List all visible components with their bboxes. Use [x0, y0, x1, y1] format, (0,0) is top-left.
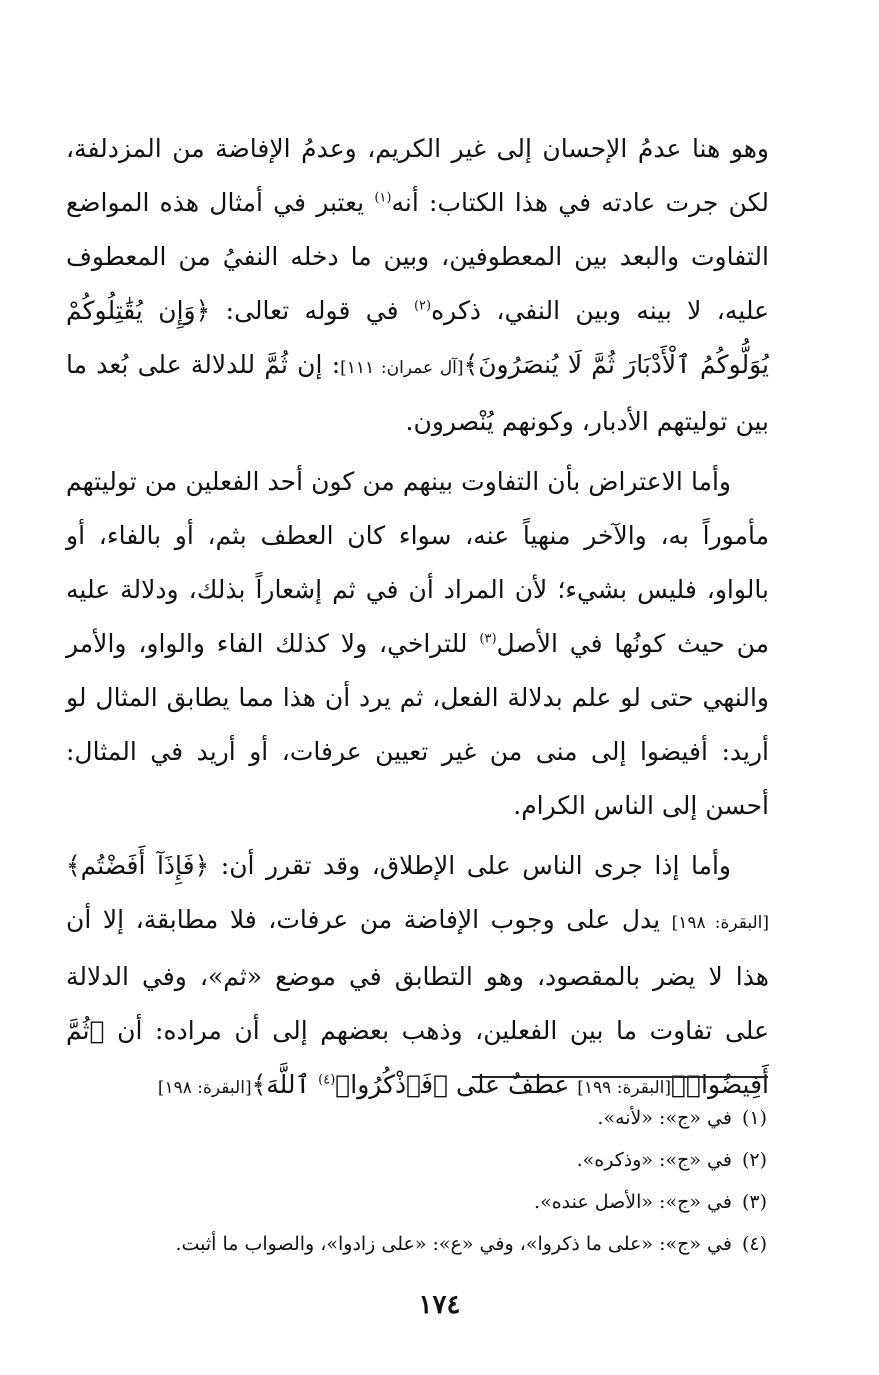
quran-verse: ﴿ثُمَّ أَفِيضُوا۟﴾	[66, 1016, 769, 1099]
text-run: : إن ثُمَّ للدلالة على بُعد ما بين توليتهم الأدبار، وكونهم يُنْصرون.	[66, 350, 769, 436]
text-run: وهو هنا عدمُ الإحسان إلى غير الكريم، وعدمُ الإفاضة من المزدلفة، لكن جرت عادته في هذا الكتاب: أنه	[66, 134, 769, 217]
footnote-4	[67, 1223, 767, 1265]
text-run: للتراخي، ولا كذلك الفاء والواو، والأمر والنهي حتى لو علم بدلالة الفعل، ثم يرد أن هذا مما يطابق المثال لو أريد: أفيضوا إلى منى من غير تعيين عرفات، أو أريد في المثال: أحسن إلى الناس الكرام.	[66, 629, 769, 820]
footnote-2	[67, 1139, 767, 1181]
text-run: يدل على وجوب الإفاضة من عرفات، فلا مطابقة، إلا أن هذا لا يضر بالمقصود، وهو التطابق في موضع «ثم»، وفي الدلالة على تفاوت ما بين الفعلين، وذهب بعضهم إلى أن مراده: أن	[66, 905, 769, 1045]
footnote-text: في «ج»: «الأصل عنده».	[534, 1191, 732, 1213]
footnote-number: (٣)	[741, 1191, 767, 1213]
footnote-marker-2: (٢)	[413, 298, 432, 314]
footnote-text: في «ج»: «على ما ذكروا»، وفي «ع»: «على زادوا»، والصواب ما أثبت.	[175, 1233, 732, 1255]
footnotes	[67, 1097, 767, 1265]
footnote-number: (٤)	[741, 1233, 767, 1255]
footnote-number: (٢)	[741, 1149, 767, 1171]
footnote-1	[67, 1097, 767, 1139]
footnote-3	[67, 1181, 767, 1223]
verse-reference: [البقرة: ١٩٩]	[577, 1078, 671, 1098]
footnote-marker-4: (٤)	[318, 1072, 336, 1088]
quran-verse: ﴿وَإِن يُقَٰتِلُوكُمْ يُوَلُّوكُمُ ٱلْأَدْبَارَ ثُمَّ لَا يُنصَرُونَ﴾	[66, 296, 769, 379]
paragraph-3	[66, 839, 769, 1115]
paragraph-2	[66, 455, 769, 833]
verse-reference: [البقرة: ١٩٨]	[157, 1078, 252, 1098]
footnote-divider	[472, 1076, 768, 1078]
text-run: يعتبر في أمثال هذه المواضع التفاوت والبعد بين المعطوفين، وبين ما دخله النفيُ من المعطوف عليه، لا بينه وبين النفي، ذكره	[66, 188, 770, 325]
verse-reference: [آل عمران: ١١١]	[340, 358, 464, 378]
paragraph-1	[66, 122, 769, 449]
text-run: عطفٌ على	[448, 1070, 578, 1099]
footnote-number: (١)	[741, 1107, 767, 1129]
quran-verse: ﴿فَٱذْكُرُوا۟	[335, 1070, 449, 1099]
quran-verse: ﴿فَإِذَآ أَفَضْتُم﴾	[66, 851, 210, 880]
quran-verse: ٱللَّهَ﴾	[251, 1070, 319, 1099]
text-run: وأما إذا جرى الناس على الإطلاق، وقد تقرر أن:	[209, 851, 731, 880]
footnote-marker-3: (٣)	[479, 631, 497, 647]
page-number: ١٧٤	[418, 1290, 461, 1320]
footnote-text: في «ج»: «لأنه».	[597, 1107, 732, 1129]
footnote-text: في «ج»: «وذكره».	[576, 1149, 732, 1171]
footnote-marker-1: (١)	[374, 190, 392, 206]
text-run: في قوله تعالى:	[210, 296, 414, 325]
text-run: وأما الاعتراض بأن التفاوت بينهم من كون أحد الفعلين من توليتهم مأموراً به، والآخر منهياً عنه، سواء كان العطف بثم، أو بالفاء، أو بالواو، فليس بشيء؛ لأن المراد أن في ثم إشعاراً بذلك، ودلالة عليه من حيث كونُها في الأصل	[66, 467, 769, 658]
verse-reference: [البقرة: ١٩٨]	[671, 913, 769, 933]
